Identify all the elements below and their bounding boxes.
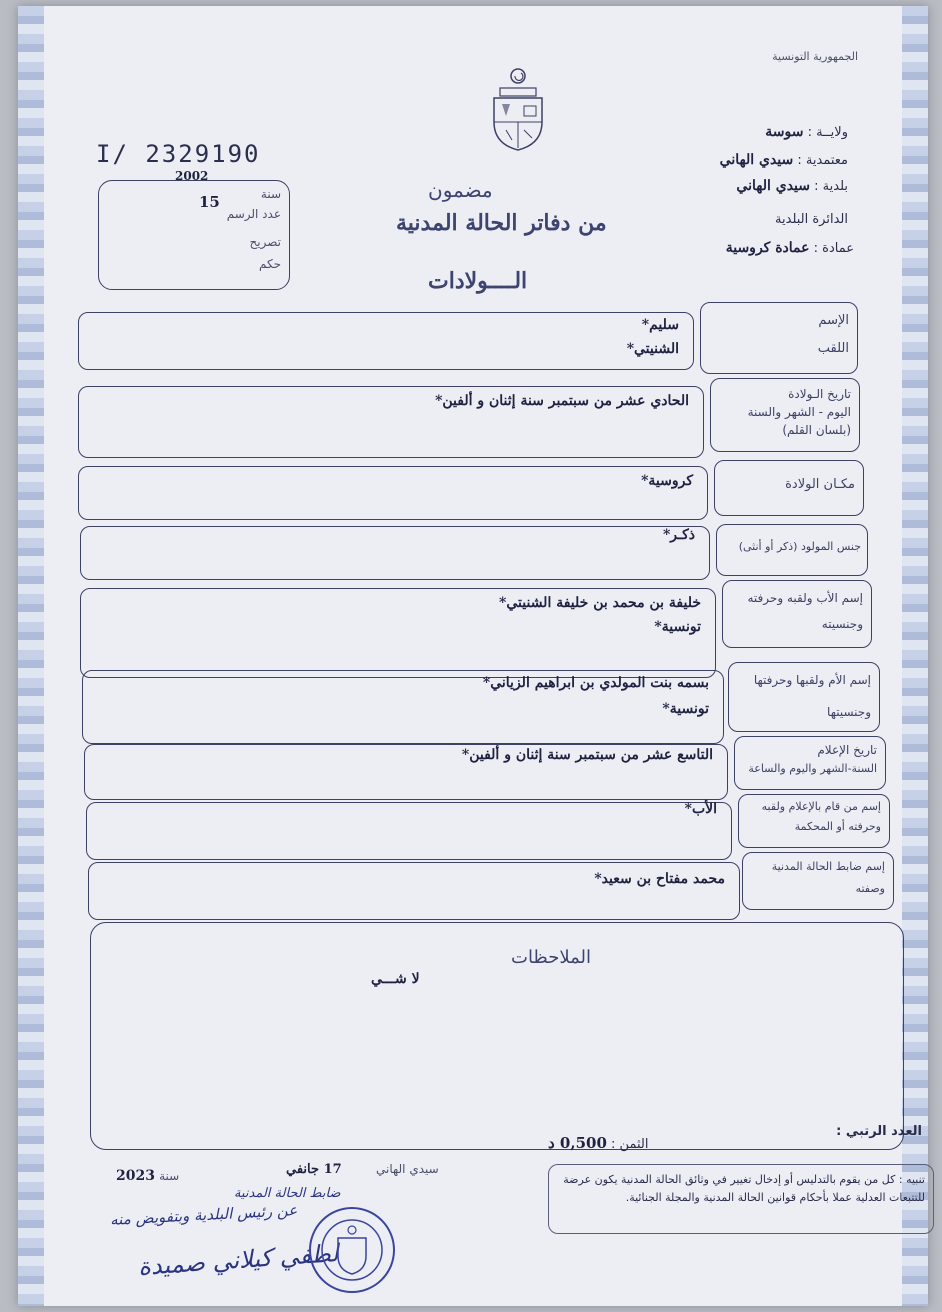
last-name-value: الشنيتي* [626,341,679,357]
title-line1: مضمون [428,178,493,202]
label-box-mother: إسم الأم ولقبها وحرفتها وجنسيتها [728,662,880,732]
year-label: سنة [260,187,281,201]
registry-box [98,169,290,290]
birth-date-value: الحادي عشر من سبتمبر سنة إثنان و ألفين* [435,393,689,409]
warning-text: تنبيه : كل من يقوم بالتدليس أو إدخال تغيير في وثائق الحالة المدنية يكون عرضة للتتبعات العدلية عملا بأحكام قوانين الحالة المدنية والمجلة الجنائية. [563,1173,925,1204]
title-line3: الــــولادات [428,268,528,294]
remarks-value: لا شـــي [371,971,420,987]
reg-number-label: عدد الرسم [226,207,281,221]
birth-place-value: كروسية* [641,473,693,489]
label-box-birth-date: تاريخ الـولادة اليوم - الشهر والسنة (بلسان القلم) [710,378,860,452]
issue-year-value: 2023 [116,1168,155,1184]
remarks-title: الملاحظات [511,947,591,968]
ordinal-label: العدد الرتبي : [836,1124,922,1139]
declarant-value: الأب* [684,801,717,817]
motamadia-value: سيدي الهاني [719,152,794,168]
baladia-label: بلدية : [814,179,848,194]
signature: لطفي كيلاني صميدة [137,1239,340,1281]
birth-certificate [18,6,928,1306]
warning-box [548,1164,934,1234]
motamadia-line [720,152,848,168]
decorative-border-right [902,6,928,1306]
label-box-name: الإسم اللقب [700,302,858,374]
issue-year-line [116,1168,179,1184]
value-box-birth-place [78,466,708,520]
price-label: الثمن : [611,1137,649,1152]
wilaya-line [765,124,848,140]
father-value: خليفة بن محمد بن خليفة الشنيتي* [499,595,701,611]
value-box-declaration-date [84,744,728,800]
sex-value: ذكـر* [662,527,695,543]
daira-label: الدائرة البلدية [775,212,848,227]
republic-label: الجمهورية التونسية [772,50,858,63]
motamadia-label: معتمدية : [797,153,848,168]
price-value: 0,500 د [548,1134,607,1152]
value-box-birth-date [78,386,704,458]
value-box-declarant [86,802,732,860]
value-box-mother [82,670,724,744]
baladia-line [736,178,848,194]
officer-title: ضابط الحالة المدنية [234,1186,341,1201]
judgment-label: حكم [258,257,281,271]
label-box-declaration-date: تاريخ الإعلام السنة-الشهر واليوم والساعة [734,736,886,790]
officer-value: محمد مفتاح بن سعيد* [594,871,725,887]
mother-value: بسمه بنت المولدي بن ابراهيم الزياني* [482,675,709,691]
coat-of-arms-icon [488,66,548,152]
wilaya-value: سوسة [765,124,804,140]
issue-year-label: سنة [159,1169,180,1183]
value-box-sex [80,526,710,580]
officer-delegation: عن رئيس البلدية وبتفويض منه [109,1201,298,1229]
declaration-label: تصريح [249,235,281,249]
decorative-border-left [18,6,44,1306]
label-box-father: إسم الأب ولقبه وحرفته وجنسيته [722,580,872,648]
mother-nationality-value: تونسية* [662,701,709,717]
imada-value: عمادة كروسية [725,240,810,256]
serial-number: I/ 2329190 [96,140,261,168]
value-box-name [78,312,694,370]
value-box-officer [88,862,740,920]
wilaya-label: ولايــة : [807,125,848,140]
value-box-father [80,588,716,678]
declaration-date-value: التاسع عشر من سبتمبر سنة إثنان و ألفين* [461,747,713,763]
label-box-sex: جنس المولود (ذكر أو أنثى) [716,524,868,576]
year-value: 2002 [175,169,209,183]
remarks-box [90,922,904,1150]
label-box-declarant: إسم من قام بالإعلام ولقبه وحرفته أو المحكمة [738,794,890,848]
price-line [548,1134,648,1152]
issue-place: سيدي الهاني [376,1162,439,1176]
title-line2: من دفاتر الحالة المدنية [396,210,607,236]
first-name-value: سليم* [641,317,679,333]
father-nationality-value: تونسية* [654,619,701,635]
official-seal-icon [306,1204,398,1296]
issue-day-month: 17 جانفي [286,1162,342,1177]
baladia-value: سيدي الهاني [736,178,810,194]
label-box-birth-place: مكـان الولادة [714,460,864,516]
imada-line [726,240,854,256]
reg-number-value: 15 [199,193,220,211]
imada-label: عمادة : [813,241,854,256]
label-box-officer: إسم ضابط الحالة المدنية وصفته [742,852,894,910]
